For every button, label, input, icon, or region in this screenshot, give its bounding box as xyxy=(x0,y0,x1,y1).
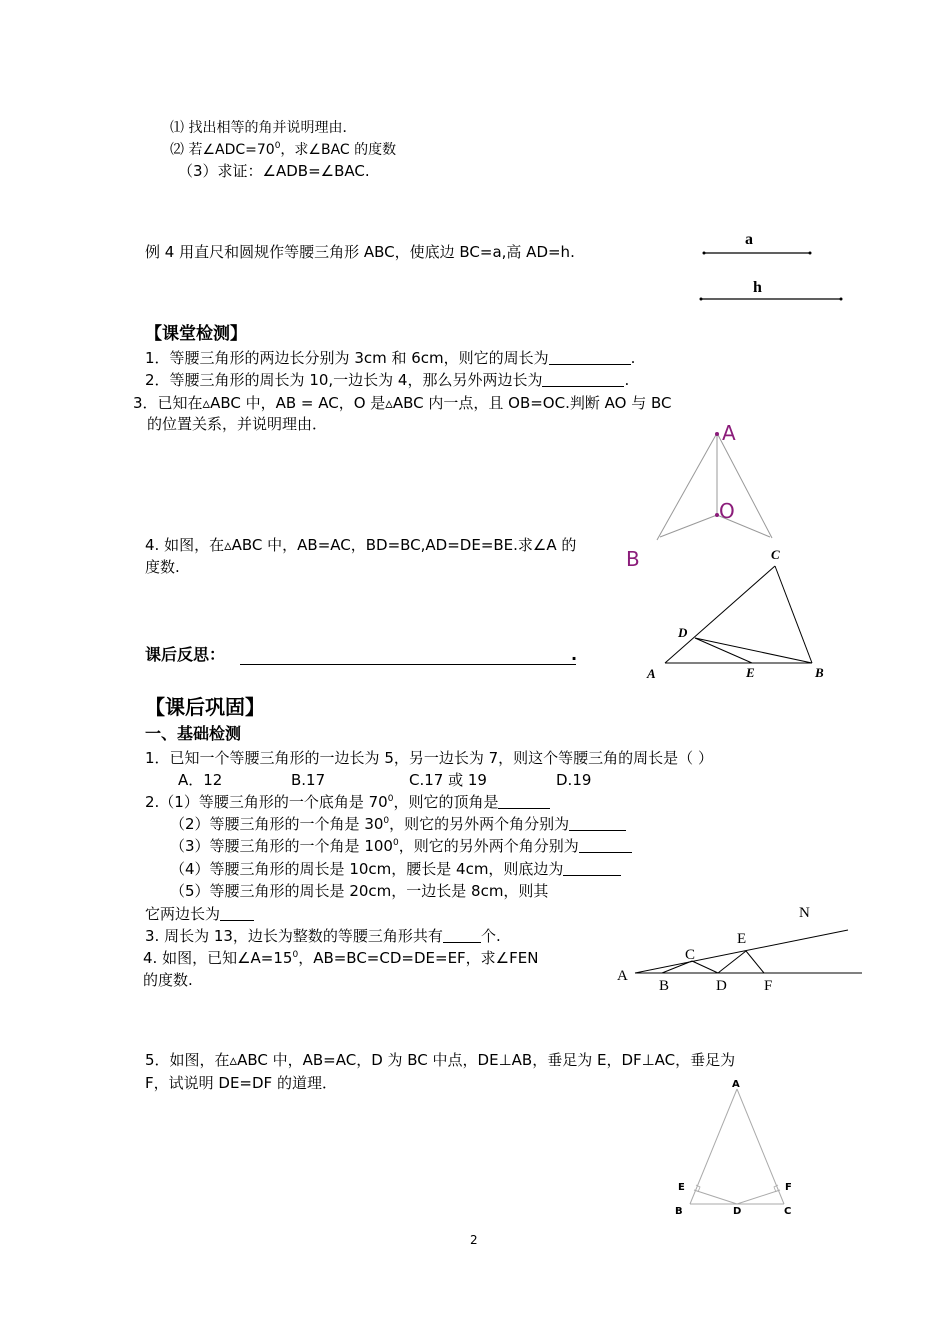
degree-sup: 0 xyxy=(274,141,281,151)
class-check-q4-line2: 度数. xyxy=(145,558,180,576)
q4-text: 4. 如图，已知∠A=15 xyxy=(143,949,293,967)
perpendicular-triangle-figure xyxy=(670,1075,810,1220)
basic-check-heading: 一、基础检测 xyxy=(145,724,242,743)
consolidation-q5-line2: F，试说明 DE=DF 的道理． xyxy=(145,1074,337,1092)
answer-blank xyxy=(443,928,481,943)
point-b-label: B xyxy=(626,547,640,571)
consolidation-q4-line1 xyxy=(143,948,538,968)
consolidation-q2-1 xyxy=(145,792,550,812)
choice-a: A．12 xyxy=(178,771,223,789)
consolidation-q2-4 xyxy=(170,859,621,879)
class-check-heading: 【课堂检测】 xyxy=(145,324,247,344)
example-4-text: 例 4 用直尺和圆规作等腰三角形 ABC，使底边 BC=a,高 AD=h. xyxy=(145,243,575,261)
consolidation-q4-line2: 的度数. xyxy=(143,971,193,989)
q2-text: 2．等腰三角形的周长为 10,一边长为 4，那么另外两边长为 xyxy=(145,371,543,389)
answer-blank xyxy=(220,906,254,921)
segment-h-figure xyxy=(698,275,848,307)
segment-h-label: h xyxy=(753,279,762,296)
consolidation-q2-3 xyxy=(170,836,632,856)
q2-5-text: 它两边长为 xyxy=(145,905,221,923)
label-b: B xyxy=(659,978,670,994)
q2-end: . xyxy=(624,371,630,389)
point-a-label: A xyxy=(722,421,736,445)
q3-text-end: 个. xyxy=(480,927,501,945)
label-a: A xyxy=(732,1079,740,1090)
class-check-q2 xyxy=(145,370,629,390)
consolidation-q2-5-line2 xyxy=(145,904,254,924)
point-o-label: O xyxy=(719,499,735,523)
answer-blank xyxy=(579,838,632,853)
q1-end: . xyxy=(630,349,636,367)
label-d: D xyxy=(678,625,688,640)
reflection-line xyxy=(240,664,576,665)
label-c: C xyxy=(771,547,780,562)
label-b: B xyxy=(815,665,824,680)
answer-blank xyxy=(498,794,550,809)
label-f: F xyxy=(785,1182,792,1193)
degree-sup: 0 xyxy=(383,816,390,826)
q2-3-text-end: ，则它的另外两个角分别为 xyxy=(398,837,579,855)
label-n: N xyxy=(799,905,810,921)
class-check-q1 xyxy=(145,348,635,368)
label-c: C xyxy=(784,1206,792,1217)
class-check-q4-line1: 4. 如图，在▵ABC 中，AB=AC，BD=BC,AD=DE=BE.求∠A 的 xyxy=(145,536,577,554)
segment-a-figure xyxy=(700,228,820,260)
consolidation-q1: 1．已知一个等腰三角形的一边长为 5，另一边长为 7，则这个等腰三角的周长是（ ） xyxy=(145,749,713,767)
question-part-1: ⑴ 找出相等的角并说明理由． xyxy=(170,120,357,136)
choice-c: C.17 或 19 xyxy=(409,771,487,789)
q1-text: 1．等腰三角形的两边长分别为 3cm 和 6cm，则它的周长为 xyxy=(145,349,549,367)
label-a: A xyxy=(647,666,656,681)
label-e: E xyxy=(737,931,747,947)
label-e: E xyxy=(678,1182,685,1193)
consolidation-heading: 【课后巩固】 xyxy=(145,695,265,719)
q3-text: 3. 周长为 13，边长为整数的等腰三角形共有 xyxy=(145,927,443,945)
consolidation-q5-line1: 5．如图，在▵ABC 中，AB=AC，D 为 BC 中点，DE⊥AB，垂足为 E，DF⊥AC，垂足为 xyxy=(145,1051,736,1069)
class-check-q3-line2: 的位置关系，并说明理由． xyxy=(147,415,328,433)
degree-sup: 0 xyxy=(387,794,394,804)
consolidation-q3 xyxy=(145,926,501,946)
answer-blank xyxy=(542,372,624,387)
q2-1-text: 2.（1）等腰三角形的一个底角是 70 xyxy=(145,793,388,811)
triangle-dbe-figure xyxy=(640,540,840,690)
q2-2-text: （2）等腰三角形的一个角是 30 xyxy=(170,815,384,833)
reflection-end: . xyxy=(571,645,578,664)
question-part-2 xyxy=(170,140,396,160)
q2-text-end: ，求∠BAC 的度数 xyxy=(280,142,397,158)
reflection-label: 课后反思： xyxy=(145,645,226,664)
label-e: E xyxy=(746,665,755,680)
class-check-q3-line1: 3．已知在▵ABC 中，AB = AC，O 是▵ABC 内一点，且 OB=OC.判断 AO 与 BC xyxy=(133,394,672,412)
consolidation-q2-5-line1: （5）等腰三角形的周长是 20cm，一边长是 8cm，则其 xyxy=(170,882,549,900)
q2-4-text: （4）等腰三角形的周长是 10cm，腰长是 4cm，则底边为 xyxy=(170,860,564,878)
label-a: A xyxy=(617,968,628,984)
answer-blank xyxy=(549,350,631,365)
q2-3-text: （3）等腰三角形的一个角是 100 xyxy=(170,837,393,855)
label-d: D xyxy=(716,978,727,994)
q2-text: ⑵ 若∠ADC=70 xyxy=(170,142,275,158)
segment-a-label: a xyxy=(745,231,753,248)
q2-2-text-end: ，则它的另外两个角分别为 xyxy=(389,815,570,833)
answer-blank xyxy=(563,861,621,876)
choice-b: B.17 xyxy=(291,771,326,789)
answer-blank xyxy=(569,816,626,831)
q2-1-text-end: ，则它的顶角是 xyxy=(393,793,499,811)
page-number: 2 xyxy=(470,1233,478,1247)
question-part-3: （3）求证：∠ADB=∠BAC. xyxy=(178,162,370,180)
label-b: B xyxy=(675,1206,683,1217)
zigzag-angle-figure xyxy=(610,900,870,1000)
consolidation-q2-2 xyxy=(170,814,626,834)
label-c: C xyxy=(685,947,696,963)
degree-sup: 0 xyxy=(292,950,299,960)
label-f: F xyxy=(764,978,773,994)
q4-text-end: ，AB=BC=CD=DE=EF，求∠FEN xyxy=(298,949,539,967)
degree-sup: 0 xyxy=(392,838,399,848)
choice-d: D.19 xyxy=(556,771,592,789)
reflection-row xyxy=(145,645,225,665)
label-d: D xyxy=(733,1206,742,1217)
